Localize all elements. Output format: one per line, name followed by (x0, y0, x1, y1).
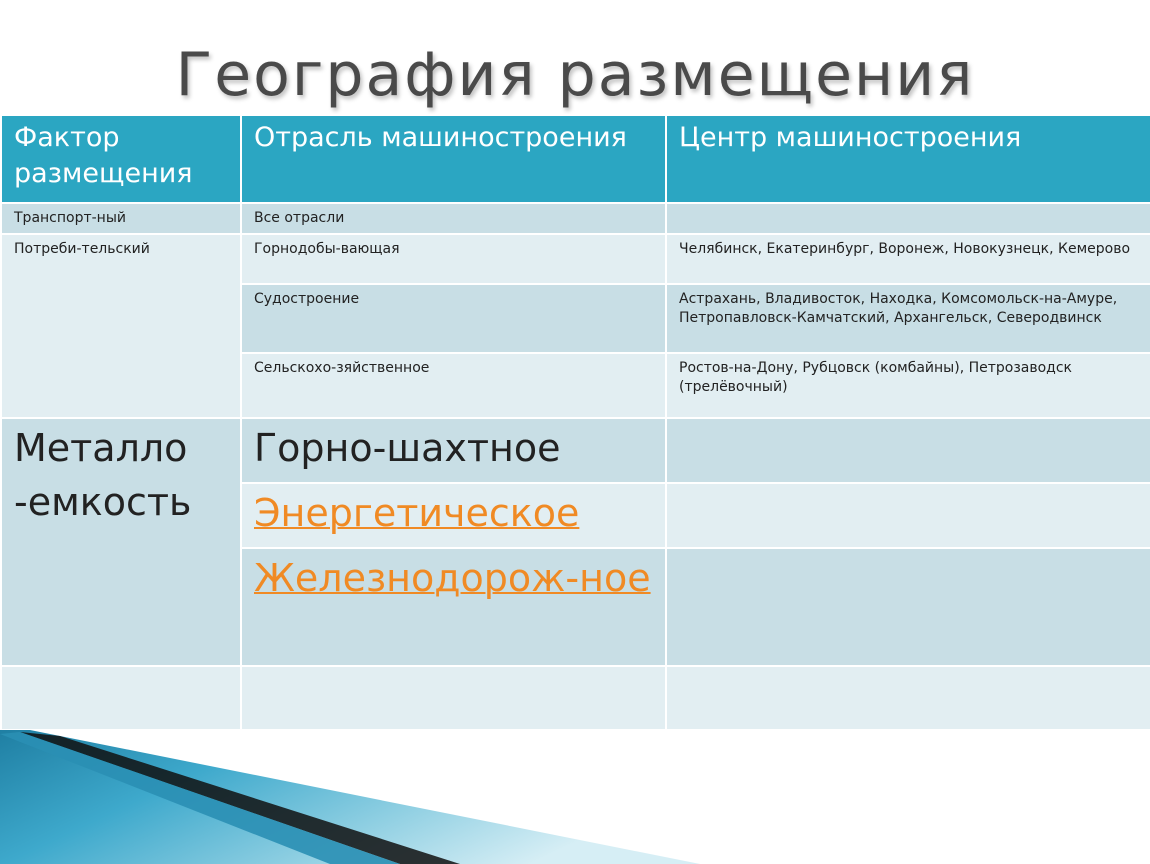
branch-cell (241, 548, 666, 666)
branch-cell: Все отрасли (241, 203, 666, 234)
factor-cell: Потреби-тельский (1, 234, 241, 418)
branch-cell: Горно-шахтное (241, 418, 666, 483)
branch-cell: Горнодобы-вающая (241, 234, 666, 284)
railway-link[interactable]: Железнодорож-ное (254, 556, 651, 600)
table-row (1, 418, 1150, 483)
table-row (1, 234, 1150, 284)
center-cell (666, 203, 1150, 234)
header-center: Центр машиностроения (666, 115, 1150, 203)
center-cell (666, 666, 1150, 730)
center-cell (666, 418, 1150, 483)
table-header-row (1, 115, 1150, 203)
decorative-swoosh (0, 730, 1150, 864)
branch-cell: Сельскохо-зяйственное (241, 353, 666, 418)
center-cell: Ростов-на-Дону, Рубцовск (комбайны), Петрозаводск (трелёвочный) (666, 353, 1150, 418)
header-branch: Отрасль машиностроения (241, 115, 666, 203)
center-cell (666, 548, 1150, 666)
center-cell: Челябинск, Екатеринбург, Воронеж, Новокузнецк, Кемерово (666, 234, 1150, 284)
center-cell (666, 483, 1150, 548)
table-row (1, 203, 1150, 234)
factor-cell: Транспорт-ный (1, 203, 241, 234)
placement-table (0, 114, 1150, 731)
slide-title: География размещения (175, 40, 975, 110)
energy-link[interactable]: Энергетическое (254, 491, 580, 535)
factor-cell (1, 666, 241, 730)
factor-cell: Металло -емкость (1, 418, 241, 666)
branch-cell (241, 483, 666, 548)
table-row (1, 666, 1150, 730)
header-factor: Фактор размещения (1, 115, 241, 203)
branch-cell (241, 666, 666, 730)
branch-cell: Судостроение (241, 284, 666, 353)
center-cell: Астрахань, Владивосток, Находка, Комсомольск-на-Амуре, Петропавловск-Камчатский, Архангельск, Северодвинск (666, 284, 1150, 353)
